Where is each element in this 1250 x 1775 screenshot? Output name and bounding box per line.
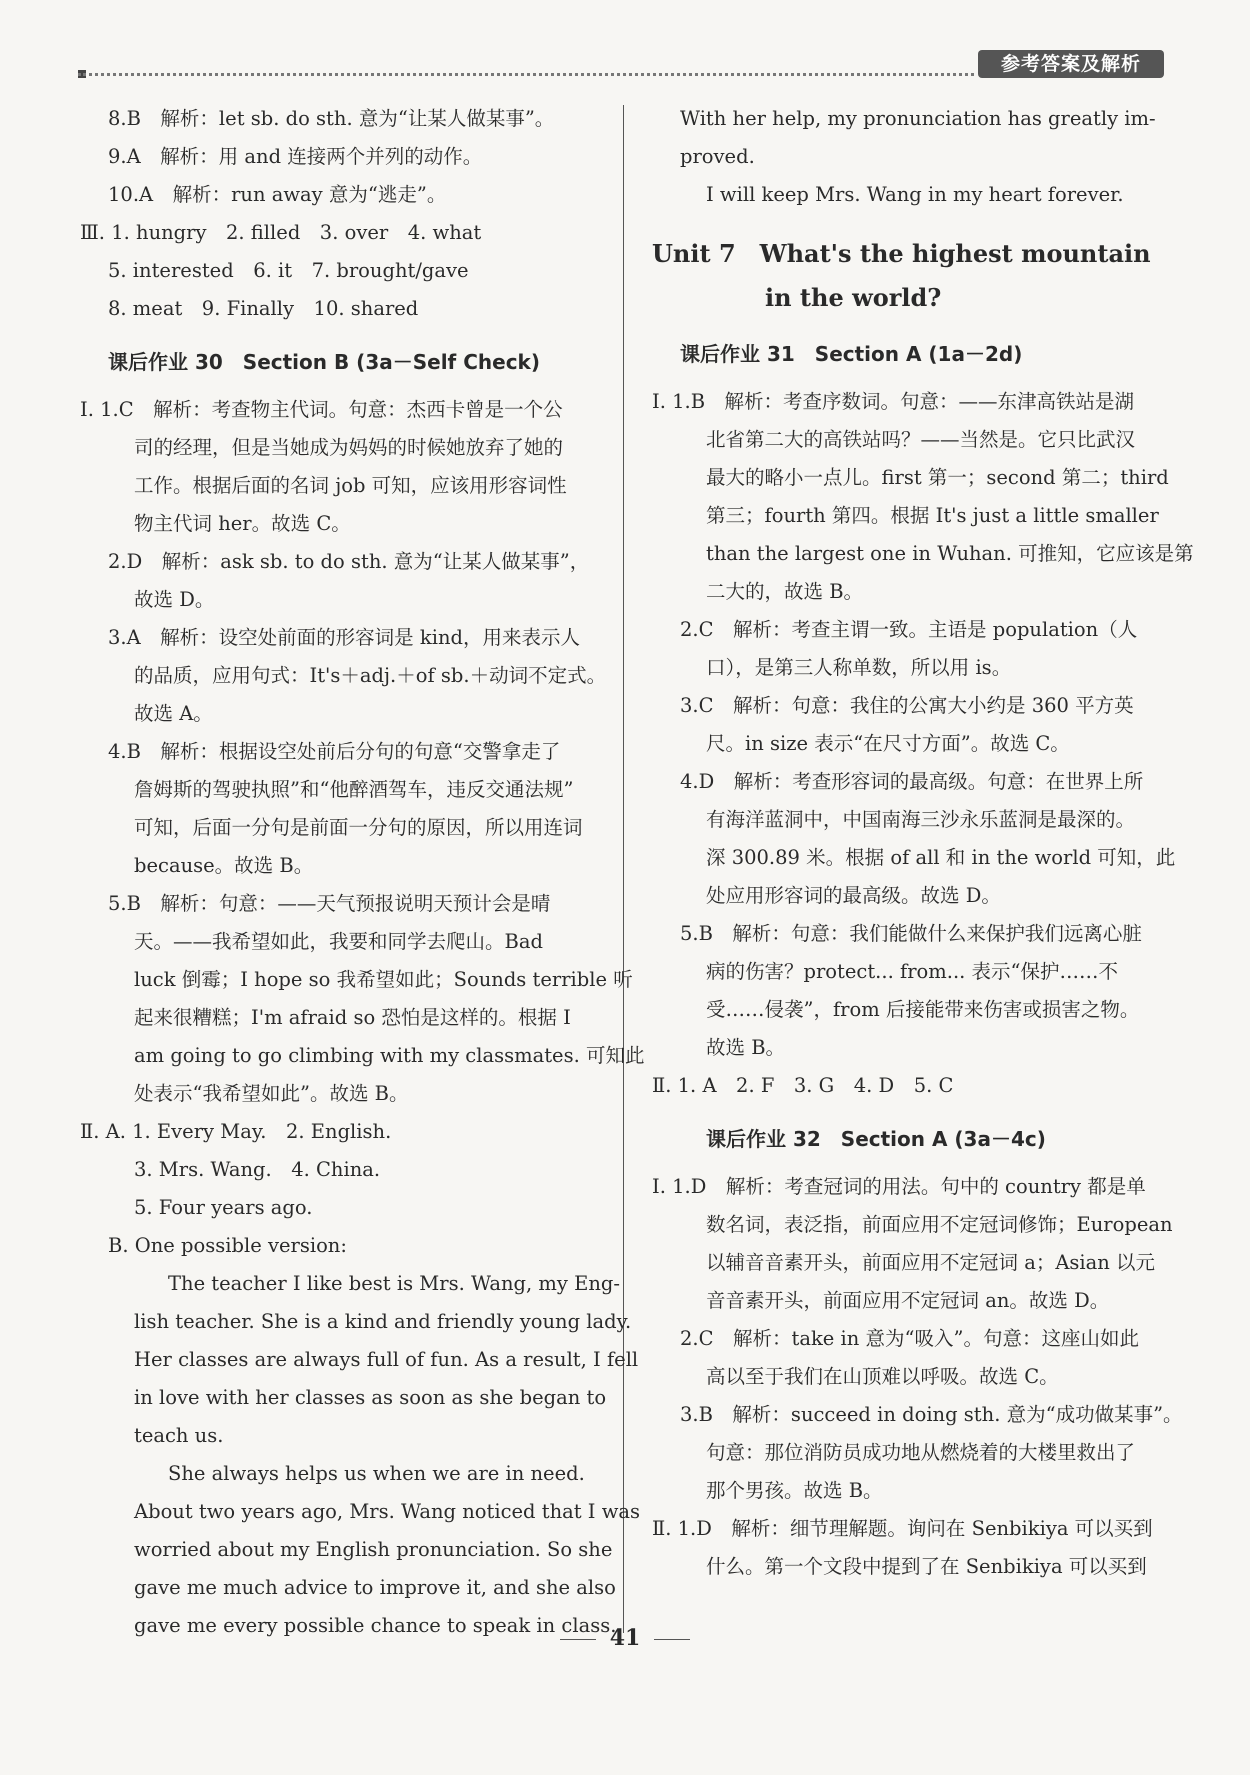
- answer-line: 4.B 解析：根据设空处前后分句的句意“交警拿走了: [108, 740, 561, 763]
- answer-line: 以辅音音素开头，前面应用不定冠词 a；Asian 以元: [706, 1251, 1156, 1274]
- right-column: [652, 100, 1194, 1586]
- unit-title-line-2: in the world?: [765, 283, 942, 312]
- essay-line: gave me much advice to improve it, and she also: [134, 1576, 616, 1599]
- header-dotted-rule: [78, 73, 974, 76]
- answer-line: 5.B 解析：句意：我们能做什么来保护我们远离心脏: [680, 922, 1142, 945]
- answer-line: 3.C 解析：句意：我住的公寓大小约是 360 平方英: [680, 694, 1134, 717]
- essay-line: The teacher I like best is Mrs. Wang, my Eng-: [168, 1272, 620, 1295]
- unit-title: [652, 232, 1172, 320]
- column-divider: [623, 105, 624, 1633]
- answer-line: 工作。根据后面的名词 job 可知，应该用形容词性: [134, 474, 567, 497]
- answer-line: Ⅱ. 1.D 解析：细节理解题。询问在 Senbikiya 可以买到: [652, 1517, 1153, 1540]
- unit-title-line-1: Unit 7 What's the highest mountain: [652, 239, 1151, 268]
- answer-line: 处应用形容词的最高级。故选 D。: [706, 884, 1001, 907]
- answer-line: 受……侵袭”，from 后接能带来伤害或损害之物。: [706, 998, 1140, 1021]
- essay-line: teach us.: [134, 1424, 224, 1447]
- answer-line: Ⅰ. 1.B 解析：考查序数词。句意：——东津高铁站是湖: [652, 390, 1135, 413]
- section-heading-32: 课后作业 32 Section A (3a－4c): [706, 1127, 1046, 1151]
- essay-line: About two years ago, Mrs. Wang noticed that I was: [134, 1500, 641, 1523]
- answer-line: 尺。in size 表示“在尺寸方面”。故选 C。: [706, 732, 1070, 755]
- essay-line: lish teacher. She is a kind and friendly young lady.: [134, 1310, 632, 1333]
- essay-line: I will keep Mrs. Wang in my heart forever.: [706, 183, 1124, 206]
- answer-line: Ⅲ. 1. hungry 2. filled 3. over 4. what: [80, 221, 482, 244]
- answer-line: 高以至于我们在山顶难以呼吸。故选 C。: [706, 1365, 1059, 1388]
- answer-line: Ⅰ. 1.D 解析：考查冠词的用法。句中的 country 都是单: [652, 1175, 1146, 1198]
- answer-line: 什么。第一个文段中提到了在 Senbikiya 可以买到: [706, 1555, 1147, 1578]
- answer-line: 5.B 解析：句意：——天气预报说明天预计会是晴: [108, 892, 551, 915]
- answer-line: 第三；fourth 第四。根据 It's just a little smaller: [706, 504, 1159, 527]
- answer-line: 4.D 解析：考查形容词的最高级。句意：在世界上所: [680, 770, 1144, 793]
- header-section-tab: 参考答案及解析: [978, 50, 1164, 78]
- answer-line: 3. Mrs. Wang. 4. China.: [134, 1158, 381, 1181]
- page-number-text: 41: [609, 1625, 641, 1651]
- answer-line: 2.C 解析：take in 意为“吸入”。句意：这座山如此: [680, 1327, 1139, 1350]
- answer-line: 3.B 解析：succeed in doing sth. 意为“成功做某事”。: [680, 1403, 1183, 1426]
- answer-line: 口），是第三人称单数，所以用 is。: [706, 656, 1012, 679]
- answer-line: 2.D 解析：ask sb. to do sth. 意为“让某人做某事”，: [108, 550, 590, 573]
- essay-line: proved.: [680, 145, 755, 168]
- answer-line: 故选 B。: [706, 1036, 786, 1059]
- answer-line: 的品质，应用句式：It's＋adj.＋of sb.＋动词不定式。: [134, 664, 607, 687]
- answer-line: 二大的，故选 B。: [706, 580, 864, 603]
- answer-line: 句意：那位消防员成功地从燃烧着的大楼里救出了: [706, 1441, 1136, 1464]
- answer-line: 天。——我希望如此，我要和同学去爬山。Bad: [134, 930, 543, 953]
- answer-line: Ⅱ. 1. A 2. F 3. G 4. D 5. C: [652, 1074, 954, 1097]
- essay-line: gave me every possible chance to speak in class.: [134, 1614, 617, 1637]
- answer-line: 病的伤害？protect... from... 表示“保护……不: [706, 960, 1119, 983]
- answer-line: B. One possible version:: [108, 1234, 347, 1257]
- answer-line: 2.C 解析：考查主谓一致。主语是 population（人: [680, 618, 1138, 641]
- essay-line: worried about my English pronunciation. So she: [134, 1538, 613, 1561]
- answer-line: 有海洋蓝洞中，中国南海三沙永乐蓝洞是最深的。: [706, 808, 1136, 831]
- answer-line: 北省第二大的高铁站吗？——当然是。它只比武汉: [706, 428, 1136, 451]
- answer-line: 数名词，表泛指，前面应用不定冠词修饰；European: [706, 1213, 1173, 1236]
- answer-line: am going to go climbing with my classmates. 可知此: [134, 1044, 645, 1067]
- answer-line: 故选 D。: [134, 588, 215, 611]
- essay-line: With her help, my pronunciation has greatly im-: [680, 107, 1156, 130]
- answer-line: 8. meat 9. Finally 10. shared: [108, 297, 419, 320]
- section-heading-30: 课后作业 30 Section B (3a－Self Check): [108, 350, 541, 374]
- page-number-dash-left: [560, 1639, 596, 1640]
- answer-line: 詹姆斯的驾驶执照”和“他醉酒驾车，违反交通法规”: [134, 778, 574, 801]
- answer-line: Ⅱ. A. 1. Every May. 2. English.: [80, 1120, 392, 1143]
- essay-line: in love with her classes as soon as she began to: [134, 1386, 607, 1409]
- answer-line: 最大的略小一点儿。first 第一；second 第二；third: [706, 466, 1169, 489]
- section-heading-31: 课后作业 31 Section A (1a－2d): [680, 342, 1023, 366]
- answer-line: 8.B 解析：let sb. do sth. 意为“让某人做某事”。: [108, 107, 555, 130]
- answer-line: than the largest one in Wuhan. 可推知，它应该是第: [706, 542, 1194, 565]
- page-number-dash-right: [654, 1639, 690, 1640]
- answer-line: 处表示“我希望如此”。故选 B。: [134, 1082, 409, 1105]
- answer-line: luck 倒霉；I hope so 我希望如此；Sounds terrible 听: [134, 968, 633, 991]
- answer-line: 9.A 解析：用 and 连接两个并列的动作。: [108, 145, 483, 168]
- answer-line: 5. interested 6. it 7. brought/gave: [108, 259, 469, 282]
- answer-line: 物主代词 her。故选 C。: [134, 512, 351, 535]
- answer-line: 深 300.89 米。根据 of all 和 in the world 可知，此: [706, 846, 1176, 869]
- answer-line: 那个男孩。故选 B。: [706, 1479, 883, 1502]
- answer-line: 可知，后面一分句是前面一分句的原因，所以用连词: [134, 816, 583, 839]
- answer-line: 音音素开头，前面应用不定冠词 an。故选 D。: [706, 1289, 1110, 1312]
- essay-line: She always helps us when we are in need.: [168, 1462, 585, 1485]
- page-number: [0, 1625, 1250, 1651]
- answer-line: 5. Four years ago.: [134, 1196, 313, 1219]
- answer-line: 司的经理，但是当她成为妈妈的时候她放弃了她的: [134, 436, 564, 459]
- answer-line: 3.A 解析：设空处前面的形容词是 kind，用来表示人: [108, 626, 580, 649]
- answer-line: 起来很糟糕；I'm afraid so 恐怕是这样的。根据 I: [134, 1006, 571, 1029]
- answer-line: Ⅰ. 1.C 解析：考查物主代词。句意：杰西卡曾是一个公: [80, 398, 563, 421]
- answer-line: because。故选 B。: [134, 854, 314, 877]
- answer-line: 10.A 解析：run away 意为“逃走”。: [108, 183, 447, 206]
- answer-line: 故选 A。: [134, 702, 213, 725]
- essay-line: Her classes are always full of fun. As a result, I fell: [134, 1348, 639, 1371]
